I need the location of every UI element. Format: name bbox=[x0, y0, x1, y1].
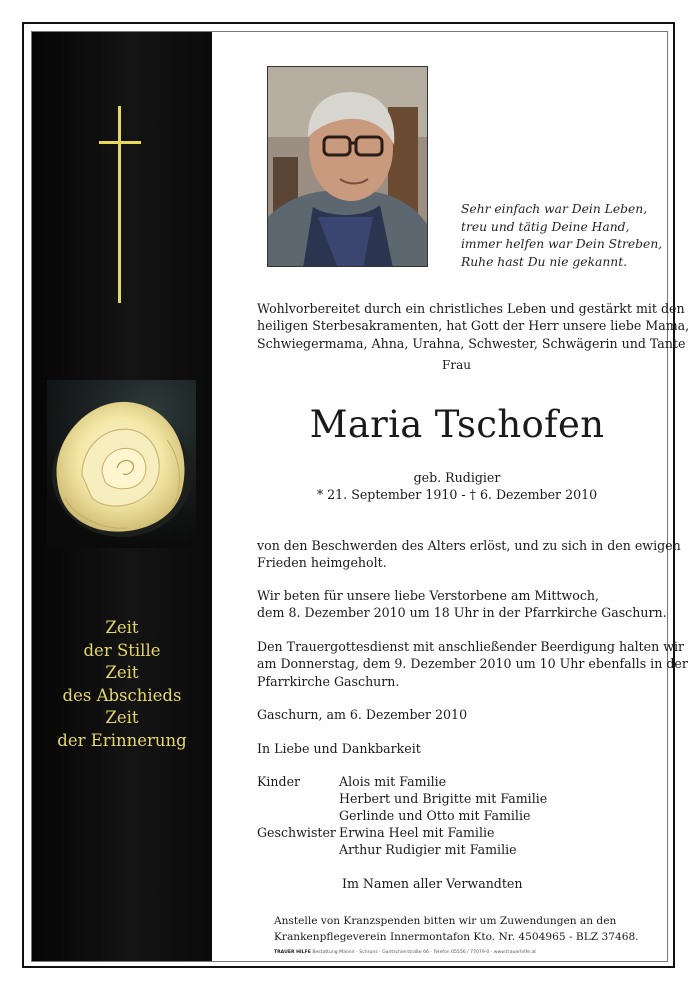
deceased-name: Maria Tschofen bbox=[309, 403, 605, 446]
donation-line: Anstelle von Kranzspenden bitten wir um Zuwendungen an den bbox=[274, 915, 617, 927]
undertaker-imprint bbox=[274, 950, 536, 955]
intro-line: heiligen Sterbesakramenten, hat Gott der Herr unsere liebe Mama, bbox=[257, 318, 690, 334]
geschwister-name: Arthur Rudigier mit Familie bbox=[339, 842, 517, 857]
geschwister-name: Erwina Heel mit Familie bbox=[339, 825, 495, 840]
verse-line: Ruhe hast Du nie gekannt. bbox=[461, 254, 628, 269]
imprint-details: Bestattung Mannir · Schruns · Gantschierstraße 66 · Telefon 05556 / 77079-0 · www.trauerhilfe.at bbox=[312, 950, 537, 955]
cross-icon-bar bbox=[99, 141, 141, 144]
funeral-line: Pfarrkirche Gaschurn. bbox=[257, 673, 400, 689]
imprint-brand: TRAUER HILFE bbox=[274, 950, 311, 955]
all-relatives: Im Namen aller Verwandten bbox=[342, 876, 523, 891]
sidebar-poem-line: Zeit bbox=[105, 663, 139, 683]
portrait-photo bbox=[267, 66, 428, 267]
closing: In Liebe und Dankbarkeit bbox=[257, 741, 421, 756]
funeral-paragraph bbox=[257, 638, 688, 690]
salutation: Frau bbox=[442, 358, 471, 372]
life-dates: * 21. September 1910 - † 6. Dezember 2010 bbox=[316, 487, 598, 502]
sidebar-poem-line: Zeit bbox=[105, 708, 139, 728]
funeral-line: am Donnerstag, dem 9. Dezember 2010 um 10 Uhr ebenfalls in der bbox=[257, 656, 688, 672]
kinder-name: Alois mit Familie bbox=[339, 774, 447, 789]
funeral-line: Den Trauergottesdienst mit anschließender Beerdigung halten wir bbox=[257, 639, 685, 654]
release-line: Frieden heimgeholt. bbox=[257, 555, 387, 571]
intro-paragraph bbox=[257, 300, 690, 352]
verse-line: Sehr einfach war Dein Leben, bbox=[461, 202, 648, 216]
place-date: Gaschurn, am 6. Dezember 2010 bbox=[257, 707, 468, 722]
sidebar-poem-line: der Erinnerung bbox=[57, 730, 187, 750]
sidebar-poem bbox=[32, 617, 212, 753]
release-line: von den Beschwerden des Alters erlöst, und zu sich in den ewigen bbox=[257, 538, 681, 553]
prayer-line: dem 8. Dezember 2010 um 18 Uhr in der Pfarrkirche Gaschurn. bbox=[257, 605, 667, 621]
kinder-name: Gerlinde und Otto mit Familie bbox=[339, 808, 531, 823]
verse-line: immer helfen war Dein Streben, bbox=[461, 237, 663, 252]
intro-line: Wohlvorbereitet durch ein christliches Leben und gestärkt mit den bbox=[257, 301, 685, 316]
sidebar-poem-line: Zeit bbox=[105, 618, 139, 637]
prayer-paragraph bbox=[257, 587, 667, 622]
intro-line: Schwiegermama, Ahna, Urahna, Schwester, Schwägerin und Tante bbox=[257, 335, 686, 351]
prayer-line: Wir beten für unsere liebe Verstorbene am Mittwoch, bbox=[257, 588, 599, 603]
sidebar-poem-line: der Stille bbox=[83, 640, 161, 660]
verse bbox=[461, 201, 661, 271]
kinder-label: Kinder bbox=[257, 774, 301, 789]
donation-note bbox=[274, 913, 654, 945]
rose-image bbox=[47, 380, 196, 548]
verse-line: treu und tätig Deine Hand, bbox=[461, 219, 630, 234]
sidebar-poem-line: des Abschieds bbox=[62, 685, 182, 705]
release-paragraph bbox=[257, 537, 681, 572]
geschwister-label: Geschwister bbox=[257, 825, 336, 840]
cross-icon bbox=[118, 106, 121, 303]
kinder-name: Herbert und Brigitte mit Familie bbox=[339, 791, 548, 806]
donation-line: Krankenpflegeverein Innermontafon Kto. Nr. 4504965 - BLZ 37468. bbox=[274, 931, 639, 943]
maiden-name: geb. Rudigier bbox=[413, 470, 501, 485]
